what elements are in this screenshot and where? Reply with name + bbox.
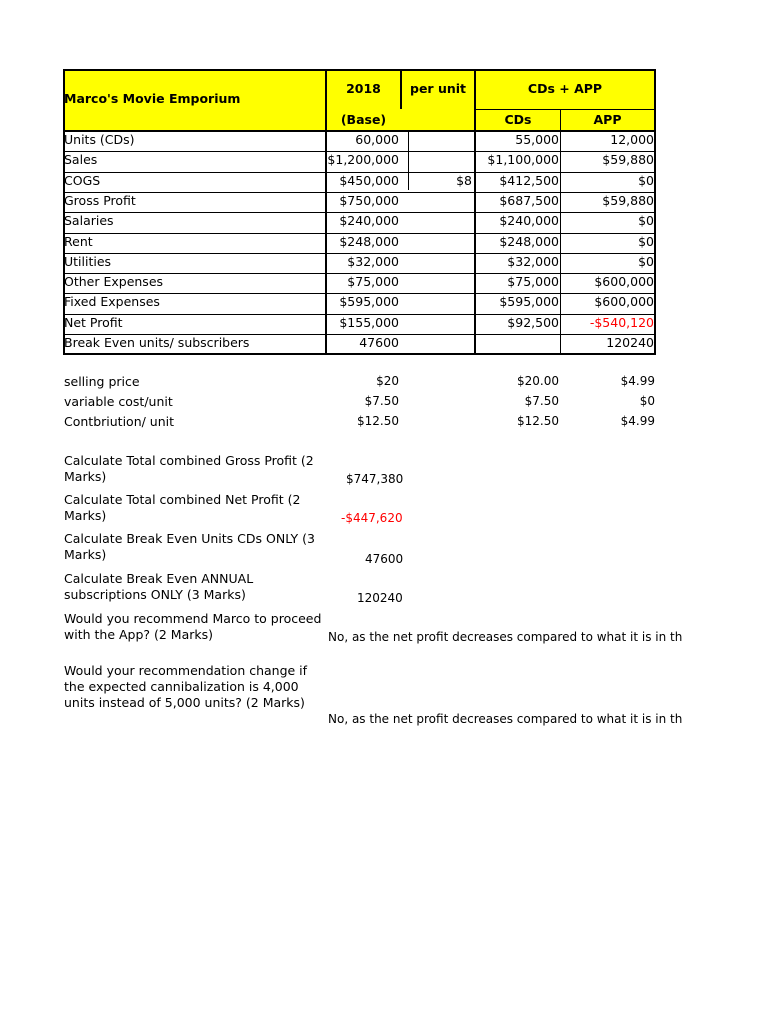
pricing-base-value: $7.50 bbox=[364, 394, 399, 408]
row-base-value: 60,000 bbox=[355, 132, 399, 147]
row-app-value: 120240 bbox=[606, 335, 654, 350]
row-cds-value: $687,500 bbox=[499, 193, 559, 208]
row-label: Net Profit bbox=[64, 315, 123, 330]
row-app-value: 12,000 bbox=[610, 132, 654, 147]
row-base-value: $595,000 bbox=[339, 294, 399, 309]
row-label: COGS bbox=[64, 173, 101, 188]
answer-value: 120240 bbox=[357, 591, 403, 605]
row-app-value: $600,000 bbox=[594, 274, 654, 289]
answer-value: -$447,620 bbox=[341, 511, 403, 525]
row-per-unit-value bbox=[404, 232, 472, 252]
row-base-value: $1,200,000 bbox=[327, 152, 399, 167]
answer-value: No, as the net profit decreases compared to what it is in th bbox=[328, 630, 683, 644]
row-per-unit-value bbox=[404, 313, 472, 333]
row-label: Rent bbox=[64, 234, 93, 249]
answer-value: $747,380 bbox=[346, 472, 404, 486]
row-per-unit-value bbox=[404, 292, 472, 312]
app-header: APP bbox=[593, 112, 622, 127]
row-per-unit-value bbox=[404, 130, 472, 150]
group-header: CDs + APP bbox=[527, 81, 603, 96]
row-app-value: $0 bbox=[638, 213, 654, 228]
pricing-cds-value: $20.00 bbox=[517, 374, 559, 388]
row-per-unit-value bbox=[404, 211, 472, 231]
row-cds-value: $32,000 bbox=[507, 254, 559, 269]
row-per-unit-value bbox=[404, 252, 472, 272]
row-base-value: $32,000 bbox=[347, 254, 399, 269]
row-base-value: $750,000 bbox=[339, 193, 399, 208]
row-label: Gross Profit bbox=[64, 193, 136, 208]
row-cds-value: 55,000 bbox=[515, 132, 559, 147]
table-title: Marco's Movie Emporium bbox=[64, 91, 241, 106]
row-label: Other Expenses bbox=[64, 274, 164, 289]
answer-value: No, as the net profit decreases compared to what it is in th bbox=[328, 712, 683, 726]
question-text: Calculate Break Even ANNUAL subscriptions ONLY (3 Marks) bbox=[64, 571, 254, 602]
row-app-value: $0 bbox=[638, 254, 654, 269]
row-base-value: $248,000 bbox=[339, 234, 399, 249]
question-text: Would you recommend Marco to proceed with the App? (2 Marks) bbox=[64, 611, 322, 642]
row-label: Salaries bbox=[64, 213, 114, 228]
row-label: Sales bbox=[64, 152, 98, 167]
answer-value: 47600 bbox=[365, 552, 404, 566]
row-cds-value: $595,000 bbox=[499, 294, 559, 309]
question-text: Calculate Total combined Net Profit (2 Marks) bbox=[64, 492, 301, 523]
row-app-value: $59,880 bbox=[602, 193, 654, 208]
year-header: 2018 bbox=[346, 81, 381, 96]
row-app-value: -$540,120 bbox=[589, 315, 654, 330]
row-per-unit-value bbox=[404, 272, 472, 292]
row-cds-value: $92,500 bbox=[507, 315, 559, 330]
row-base-value: $75,000 bbox=[347, 274, 399, 289]
pricing-cds-value: $7.50 bbox=[524, 394, 559, 408]
row-label: Units (CDs) bbox=[64, 132, 135, 147]
row-base-value: 47600 bbox=[359, 335, 399, 350]
row-per-unit-value bbox=[404, 150, 472, 170]
row-cds-value: $240,000 bbox=[499, 213, 559, 228]
row-base-value: $155,000 bbox=[339, 315, 399, 330]
question-text: Would your recommendation change if the expected cannibalization is 4,000 units instead of 5,000 units? (2 Marks) bbox=[64, 663, 308, 710]
row-per-unit-value: $8 bbox=[456, 173, 472, 188]
row-label: Fixed Expenses bbox=[64, 294, 160, 309]
row-label: Break Even units/ subscribers bbox=[64, 335, 250, 350]
row-app-value: $0 bbox=[638, 173, 654, 188]
base-header: (Base) bbox=[340, 112, 387, 127]
question-text: Calculate Break Even Units CDs ONLY (3 Marks) bbox=[64, 531, 315, 562]
row-per-unit-value bbox=[404, 333, 472, 353]
row-app-value: $0 bbox=[638, 234, 654, 249]
cds-header: CDs bbox=[504, 112, 532, 127]
pricing-base-value: $20 bbox=[376, 374, 399, 388]
per-unit-header: per unit bbox=[410, 81, 466, 96]
row-per-unit-value bbox=[404, 191, 472, 211]
row-cds-value: $75,000 bbox=[507, 274, 559, 289]
pricing-app-value: $4.99 bbox=[620, 414, 655, 428]
pricing-base-value: $12.50 bbox=[357, 414, 399, 428]
row-app-value: $600,000 bbox=[594, 294, 654, 309]
pricing-label: selling price bbox=[64, 374, 140, 389]
row-cds-value: $1,100,000 bbox=[487, 152, 559, 167]
pricing-app-value: $0 bbox=[639, 394, 655, 408]
row-app-value: $59,880 bbox=[602, 152, 654, 167]
question-text: Calculate Total combined Gross Profit (2 Marks) bbox=[64, 453, 314, 484]
row-label: Utilities bbox=[64, 254, 112, 269]
pricing-app-value: $4.99 bbox=[620, 374, 655, 388]
pricing-cds-value: $12.50 bbox=[517, 414, 559, 428]
row-cds-value: $412,500 bbox=[499, 173, 559, 188]
pricing-label: variable cost/unit bbox=[64, 394, 173, 409]
row-base-value: $450,000 bbox=[339, 173, 399, 188]
row-base-value: $240,000 bbox=[339, 213, 399, 228]
row-cds-value: $248,000 bbox=[499, 234, 559, 249]
row-cds-value bbox=[477, 333, 559, 353]
pricing-label: Contbriution/ unit bbox=[64, 414, 175, 429]
